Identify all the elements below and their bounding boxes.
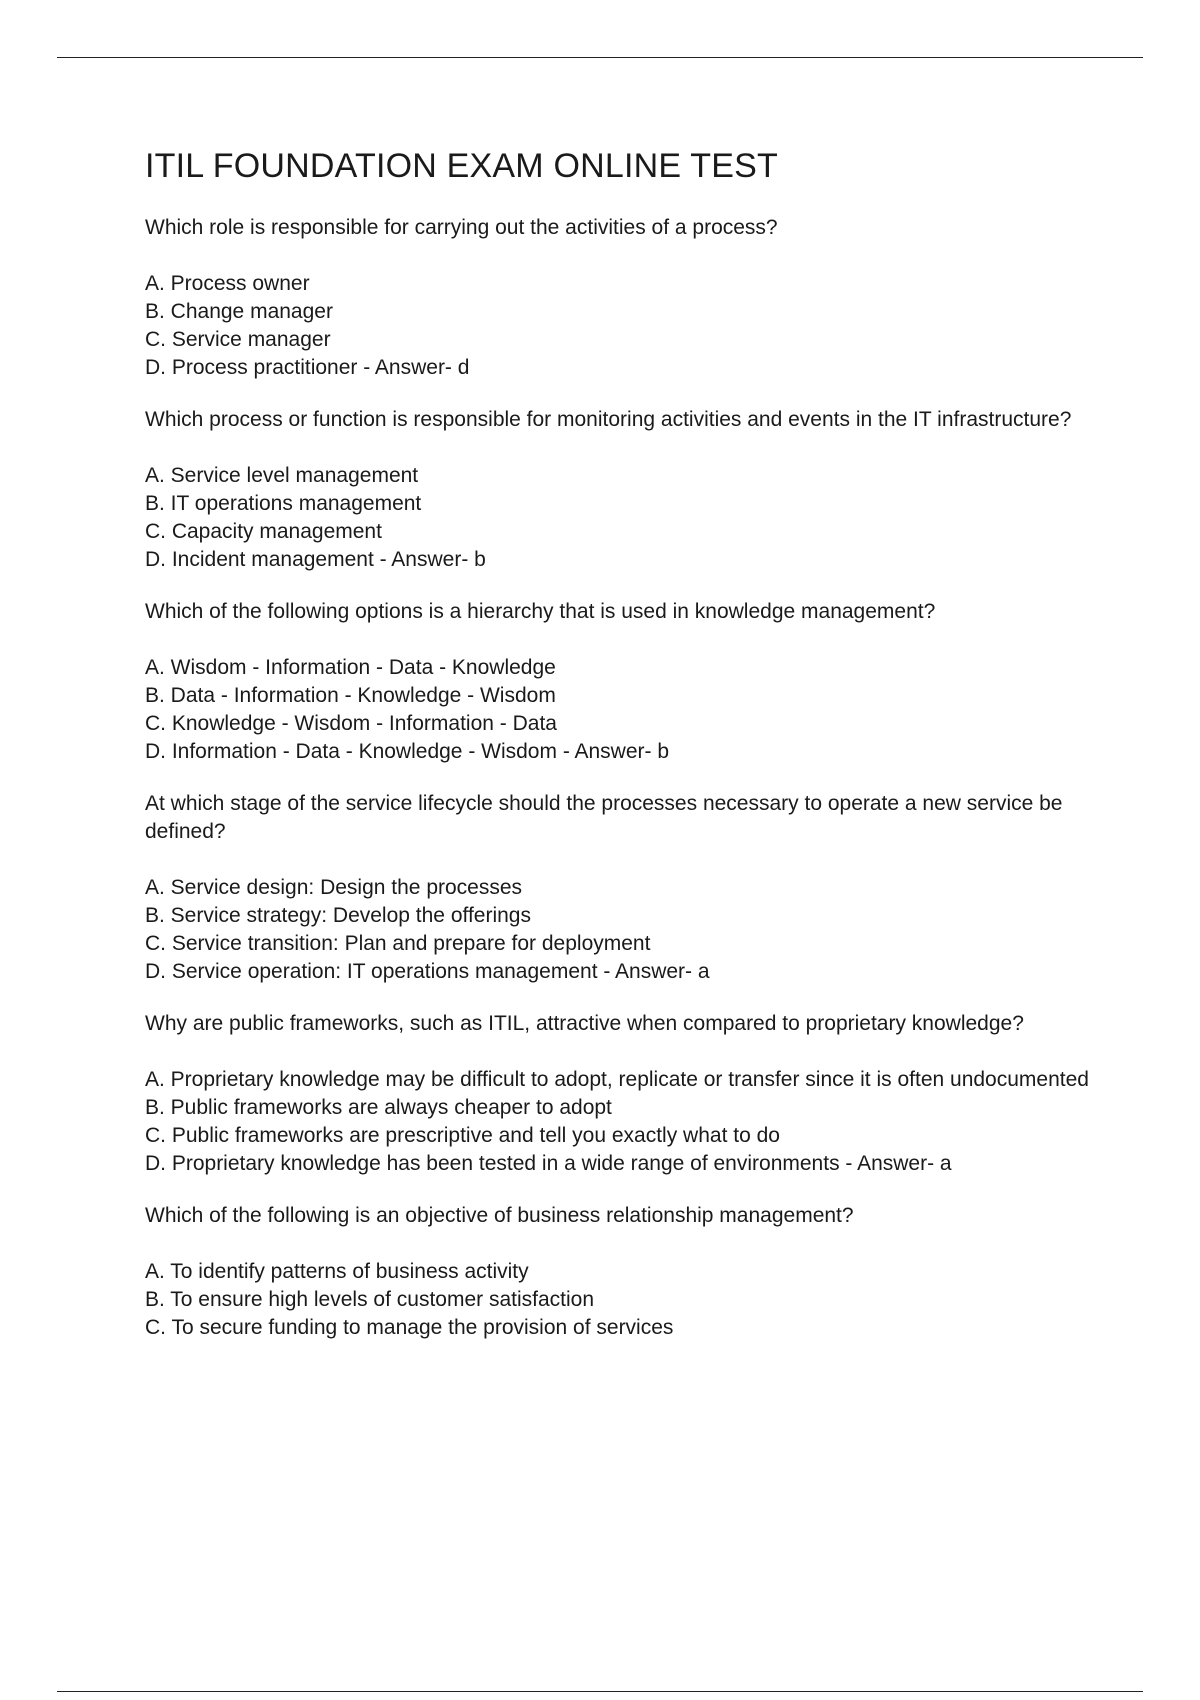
question-text: Which process or function is responsible for monitoring activities and events in the IT infrastructure? [145,408,1072,431]
option-c: C. Knowledge - Wisdom - Information - Data [145,712,557,735]
question-3 [145,598,1105,766]
question-text: Which of the following is an objective of business relationship management? [145,1204,854,1227]
header-rule [57,57,1143,58]
answer-options [145,874,1105,986]
option-a: A. Proprietary knowledge may be difficult to adopt, replicate or transfer since it is often undocumented [145,1068,1089,1091]
answer-options [145,654,1105,766]
option-b: B. Data - Information - Knowledge - Wisdom [145,684,556,707]
answer-options [145,1258,1105,1342]
option-b: B. To ensure high levels of customer satisfaction [145,1288,595,1311]
option-c: C. To secure funding to manage the provision of services [145,1316,674,1339]
question-text: Why are public frameworks, such as ITIL, attractive when compared to proprietary knowledge? [145,1012,1024,1035]
option-c: C. Public frameworks are prescriptive and tell you exactly what to do [145,1124,780,1147]
question-6 [145,1202,1105,1342]
option-c: C. Capacity management [145,520,382,543]
option-a: A. Service design: Design the processes [145,876,523,899]
document-title: ITIL FOUNDATION EXAM ONLINE TEST [145,147,778,185]
question-4 [145,790,1105,986]
option-b: B. IT operations management [145,492,422,515]
question-5 [145,1010,1105,1178]
option-c: C. Service manager [145,328,331,351]
answer-options [145,270,1105,382]
option-d: D. Service operation: IT operations management - Answer- a [145,960,710,983]
option-d: D. Incident management - Answer- b [145,548,486,571]
question-2 [145,406,1105,574]
answer-options [145,462,1105,574]
answer-options [145,1066,1105,1178]
option-b: B. Change manager [145,300,333,323]
option-a: A. To identify patterns of business activity [145,1260,529,1283]
option-b: B. Public frameworks are always cheaper to adopt [145,1096,612,1119]
option-a: A. Wisdom - Information - Data - Knowledge [145,656,556,679]
question-1 [145,214,1105,382]
option-a: A. Service level management [145,464,419,487]
option-a: A. Process owner [145,272,310,295]
option-d: D. Proprietary knowledge has been tested in a wide range of environments - Answer- a [145,1152,952,1175]
option-b: B. Service strategy: Develop the offerings [145,904,531,927]
question-text: At which stage of the service lifecycle should the processes necessary to operate a new service be defined? [145,792,1063,843]
question-text: Which of the following options is a hierarchy that is used in knowledge management? [145,600,936,623]
option-c: C. Service transition: Plan and prepare for deployment [145,932,651,955]
footer-rule [57,1691,1143,1692]
option-d: D. Information - Data - Knowledge - Wisdom - Answer- b [145,740,670,763]
question-text: Which role is responsible for carrying out the activities of a process? [145,216,778,239]
option-d: D. Process practitioner - Answer- d [145,356,470,379]
document-body [145,142,1105,1342]
